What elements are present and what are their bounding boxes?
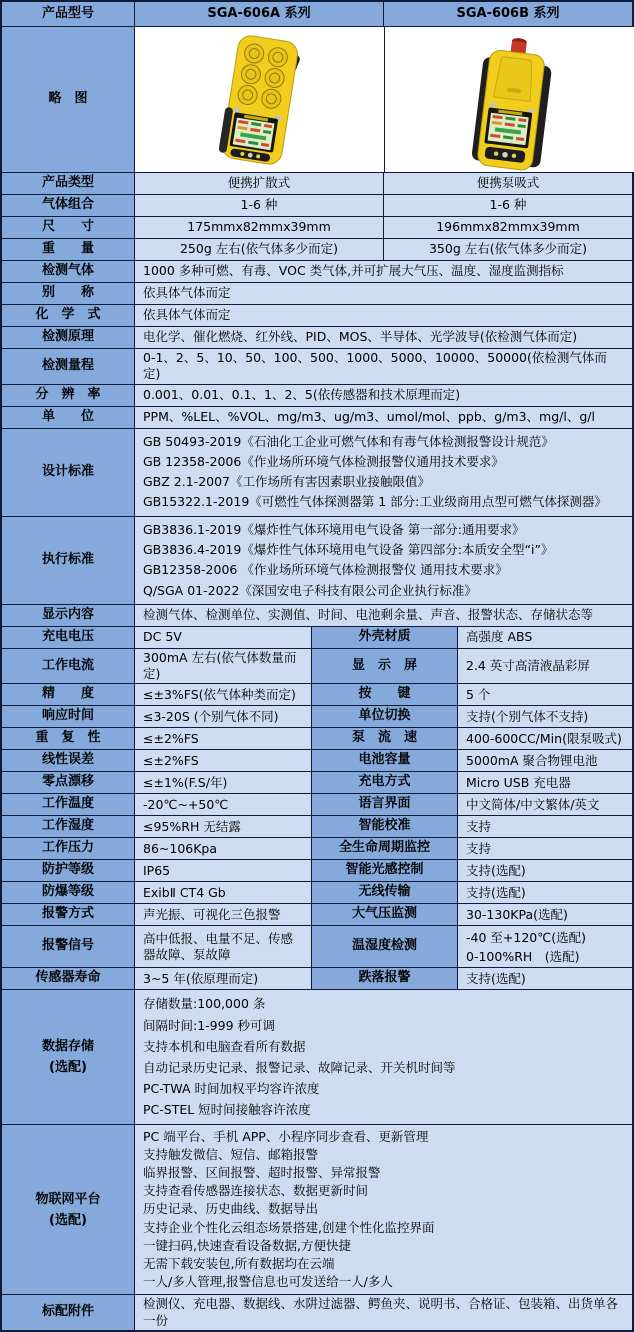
spec-label-right: 充电方式 (312, 772, 458, 793)
label-line: (选配) (49, 1212, 87, 1228)
spec-row-quad (2, 838, 632, 860)
standard-line: Q/SGA 01-2022《深国安电子科技有限公司企业执行标准》 (143, 582, 477, 598)
spec-label-right: 无线传输 (312, 882, 458, 903)
spec-value-multiline (135, 1125, 632, 1295)
spec-value-multiline (135, 990, 632, 1123)
spec-label-right: 按 键 (312, 684, 458, 705)
spec-label-right: 外壳材质 (312, 627, 458, 648)
spec-value-right: 400-600CC/Min(限泵吸式) (458, 728, 632, 749)
spec-row-display-content (2, 605, 632, 627)
diffusion-gas-detector-icon (135, 28, 384, 171)
iot-line: 支持查看传感器连接状态、数据更新时间 (143, 1183, 369, 1199)
iot-line: 历史记录、历史曲线、数据导出 (143, 1201, 319, 1217)
spec-value: 依具体气体而定 (135, 305, 632, 326)
spec-label-right: 智能光感控制 (312, 860, 458, 881)
spec-label-left: 报警方式 (2, 904, 135, 925)
spec-label-right: 大气压监测 (312, 904, 458, 925)
spec-value-left: ≤±2%FS (135, 750, 312, 771)
spec-label-left: 防护等级 (2, 860, 135, 881)
iot-line: PC 端平台、手机 APP、小程序同步查看、更新管理 (143, 1128, 429, 1144)
spec-value-multiline (135, 429, 632, 516)
product-model-label: 产品型号 (2, 2, 135, 26)
spec-value-left: 300mA 左右(依气体数量而定) (135, 649, 312, 684)
device-image-b (385, 27, 634, 172)
spec-value-left: ≤±1%(F.S/年) (135, 772, 312, 793)
spec-value: 检测仪、充电器、数据线、水阱过滤器、鳄鱼夹、说明书、合格证、包装箱、出货单各一份 (135, 1295, 632, 1330)
spec-label-left: 零点漂移 (2, 772, 135, 793)
spec-label: 标配附件 (2, 1295, 135, 1330)
spec-label: 检测气体 (2, 261, 135, 282)
spec-row-detection-principle (2, 327, 632, 349)
spec-row-quad (2, 772, 632, 794)
spec-label: 尺 寸 (2, 217, 135, 238)
spec-row-exec-standard (2, 517, 632, 605)
spec-value-left: 86~106Kpa (135, 838, 312, 859)
spec-value: 1000 多种可燃、有毒、VOC 类气体,并可扩展大气压、温度、湿度监测指标 (135, 261, 632, 282)
spec-label-left: 防爆等级 (2, 882, 135, 903)
spec-value-a: 250g 左右(依气体多少而定) (135, 239, 384, 260)
spec-row-design-standard (2, 429, 632, 517)
spec-label: 单 位 (2, 407, 135, 428)
spec-value: PPM、%LEL、%VOL、mg/m3、ug/m3、umol/mol、ppb、g/m3、mg/l、g/l (135, 407, 632, 428)
spec-label: 检测量程 (2, 349, 135, 384)
spec-value-right: 5 个 (458, 684, 632, 705)
spec-label-right: 电池容量 (312, 750, 458, 771)
spec-row-weight (2, 239, 632, 261)
model-a-header: SGA-606A 系列 (135, 2, 384, 26)
spec-value-left: 声光振、可视化三色报警 (135, 904, 312, 925)
spec-row-resolution (2, 385, 632, 407)
spec-row-quad (2, 882, 632, 904)
iot-line: 临界报警、区间报警、超时报警、异常报警 (143, 1165, 381, 1180)
spec-row-iot-platform (2, 1125, 632, 1296)
standard-line: GB12358-2006 《作业场所环境气体检测报警仪 通用技术要求》 (143, 562, 508, 578)
spec-value-right: 30-130KPa(选配) (458, 904, 632, 925)
spec-value: 0-1、2、5、10、50、100、500、1000、5000、10000、50000(依检测气体而定) (135, 349, 632, 384)
spec-label-right: 显 示 屏 (312, 649, 458, 684)
spec-label: 显示内容 (2, 605, 135, 626)
spec-value-right: 支持 (458, 816, 632, 837)
spec-row-alarm-signal (2, 926, 632, 968)
spec-row-quad (2, 649, 632, 685)
spec-label-left: 响应时间 (2, 706, 135, 727)
sketch-label: 略 图 (2, 27, 135, 172)
spec-value-left: ≤3-20S (个别气体不同) (135, 706, 312, 727)
spec-row-quad (2, 904, 632, 926)
standard-line: GB3836.4-2019《爆炸性气体环境用电气设备 第四部分:本质安全型“i”》 (143, 541, 554, 557)
spec-value-left: ExibⅡ CT4 Gb (135, 882, 312, 903)
spec-label-left: 精 度 (2, 684, 135, 705)
spec-label-left: 报警信号 (2, 926, 135, 967)
spec-row-alias (2, 283, 632, 305)
spec-label: 别 称 (2, 283, 135, 304)
spec-row-data-storage (2, 990, 632, 1124)
spec-value-b: 350g 左右(依气体多少而定) (384, 239, 632, 260)
spec-label: 气体组合 (2, 195, 135, 216)
spec-label-right: 单位切换 (312, 706, 458, 727)
storage-line: 支持本机和电脑查看所有数据 (143, 1038, 306, 1054)
storage-line: PC-TWA 时间加权平均容许浓度 (143, 1081, 320, 1097)
spec-value-multiline (135, 517, 632, 604)
standard-line: GBZ 2.1-2007《工作场所有害因素职业接触限值》 (143, 474, 431, 490)
spec-row-quad (2, 816, 632, 838)
label-line: 物联网平台 (35, 1191, 101, 1207)
spec-label: 检测原理 (2, 327, 135, 348)
spec-value-left: ≤±3%FS(依气体种类而定) (135, 684, 312, 705)
spec-value-right (458, 926, 632, 967)
spec-value-left: IP65 (135, 860, 312, 881)
spec-label: 重 量 (2, 239, 135, 260)
spec-value-a: 175mmx82mmx39mm (135, 217, 384, 238)
spec-value-left: ≤95%RH 无结露 (135, 816, 312, 837)
spec-label-right: 泵 流 速 (312, 728, 458, 749)
label-line: 数据存储 (41, 1038, 94, 1054)
iot-line: 无需下载安装包,所有数据均在云端 (143, 1256, 335, 1272)
iot-line: 一人/多人管理,报警信息也可发送给一人/多人 (143, 1274, 393, 1290)
spec-value-left: -20℃~+50℃ (135, 794, 312, 815)
storage-line: PC-STEL 短时间接触容许浓度 (143, 1102, 311, 1118)
spec-row-units (2, 407, 632, 429)
standard-line: GB 50493-2019《石油化工企业可燃气体和有毒气体检测报警设计规范》 (143, 433, 554, 449)
storage-line: 存储数量:100,000 条 (143, 996, 266, 1012)
spec-value-right: 支持 (458, 838, 632, 859)
spec-label-left: 充电电压 (2, 627, 135, 648)
spec-row-sensor-life (2, 968, 632, 990)
spec-label-left: 线性误差 (2, 750, 135, 771)
standard-line: GB15322.1-2019《可燃性气体探测器第 1 部分:工业级商用点型可燃气体探测器》 (143, 494, 607, 510)
spec-row-quad (2, 728, 632, 750)
device-image-a (135, 27, 385, 172)
spec-value: 检测气体、检测单位、实测值、时间、电池剩余量、声音、报警状态、存储状态等 (135, 605, 632, 626)
header-row (2, 2, 632, 27)
model-b-header: SGA-606B 系列 (384, 2, 632, 26)
spec-row-detection-range (2, 349, 632, 385)
spec-value-right: 2.4 英寸高清液晶彩屏 (458, 649, 632, 684)
spec-row-quad (2, 706, 632, 728)
spec-row-quad (2, 750, 632, 772)
spec-value-left: DC 5V (135, 627, 312, 648)
spec-label-left: 工作湿度 (2, 816, 135, 837)
spec-value-b: 便携泵吸式 (384, 173, 632, 194)
spec-row-product-type (2, 173, 632, 195)
spec-value: 依具体气体而定 (135, 283, 632, 304)
spec-label-left: 工作压力 (2, 838, 135, 859)
spec-label (2, 1125, 135, 1295)
spec-label: 产品类型 (2, 173, 135, 194)
spec-label-right: 语言界面 (312, 794, 458, 815)
iot-line: 支持企业个性化云组态场景搭建,创建个性化监控界面 (143, 1219, 435, 1235)
spec-value-right: 支持(选配) (458, 882, 632, 903)
spec-value-right: 5000mA 聚合物锂电池 (458, 750, 632, 771)
spec-label: 化 学 式 (2, 305, 135, 326)
spec-value-b: 1-6 种 (384, 195, 632, 216)
spec-row-chemical-formula (2, 305, 632, 327)
spec-label-right: 智能校准 (312, 816, 458, 837)
humidity-range-line: 0-100%RH (选配) (466, 948, 580, 964)
spec-row-accessories (2, 1295, 632, 1330)
standard-line: GB 12358-2006《作业场所环境气体检测报警仪通用技术要求》 (143, 453, 504, 469)
spec-label: 设计标准 (2, 429, 135, 516)
storage-line: 间隔时间:1-999 秒可调 (143, 1017, 276, 1033)
spec-row-dimensions (2, 217, 632, 239)
spec-value: 0.001、0.01、0.1、1、2、5(依传感器和技术原理而定) (135, 385, 632, 406)
spec-label-left: 工作温度 (2, 794, 135, 815)
spec-label-left: 传感器寿命 (2, 968, 135, 989)
spec-label: 分 辨 率 (2, 385, 135, 406)
spec-label-right: 跌落报警 (312, 968, 458, 989)
spec-value-right: Micro USB 充电器 (458, 772, 632, 793)
spec-value-right: 中文简体/中文繁体/英文 (458, 794, 632, 815)
temp-range-line: -40 至+120℃(选配) (466, 929, 587, 945)
spec-row-quad (2, 684, 632, 706)
storage-line: 自动记录历史记录、报警记录、故障记录、开关机时间等 (143, 1059, 456, 1075)
spec-label-right: 全生命周期监控 (312, 838, 458, 859)
spec-row-quad (2, 794, 632, 816)
spec-label-left: 重 复 性 (2, 728, 135, 749)
spec-value-right: 支持(选配) (458, 968, 632, 989)
spec-row-quad (2, 627, 632, 649)
spec-value-left: 高中低报、电量不足、传感器故障、泵故障 (135, 926, 312, 967)
spec-value-b: 196mmx82mmx39mm (384, 217, 632, 238)
spec-value-left: 3~5 年(依原理而定) (135, 968, 312, 989)
spec-value-a: 1-6 种 (135, 195, 384, 216)
spec-label-left: 工作电流 (2, 649, 135, 684)
spec-value-right: 高强度 ABS (458, 627, 632, 648)
iot-line: 支持触发微信、短信、邮箱报警 (143, 1146, 319, 1162)
pump-gas-detector-icon (385, 28, 634, 171)
spec-value-left: ≤±2%FS (135, 728, 312, 749)
spec-label (2, 990, 135, 1123)
spec-label-right: 温湿度检测 (312, 926, 458, 967)
sketch-row (2, 27, 632, 173)
spec-value-a: 便携扩散式 (135, 173, 384, 194)
spec-value-right: 支持(选配) (458, 860, 632, 881)
iot-line: 一键扫码,快速查看设备数据,方便快捷 (143, 1237, 351, 1253)
label-line: (选配) (49, 1059, 87, 1075)
spec-value-right: 支持(个别气体不支持) (458, 706, 632, 727)
spec-label: 执行标准 (2, 517, 135, 604)
standard-line: GB3836.1-2019《爆炸性气体环境用电气设备 第一部分:通用要求》 (143, 521, 525, 537)
spec-row-quad (2, 860, 632, 882)
spec-row-gas-combination (2, 195, 632, 217)
spec-row-detected-gases (2, 261, 632, 283)
spec-value: 电化学、催化燃烧、红外线、PID、MOS、半导体、光学波导(依检测气体而定) (135, 327, 632, 348)
